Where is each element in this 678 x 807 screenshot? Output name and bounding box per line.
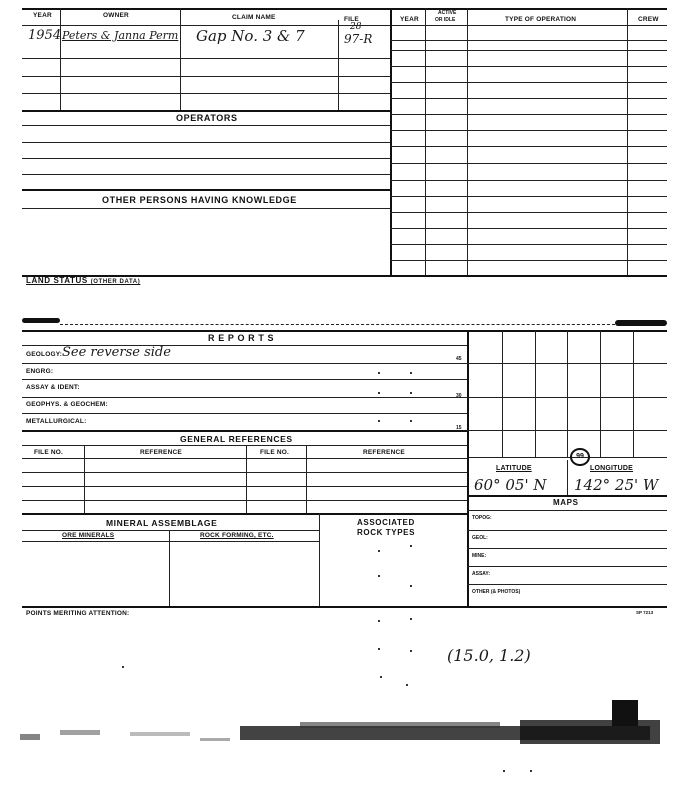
scan-speck <box>410 650 412 652</box>
right-row-line <box>390 212 667 213</box>
scan-speck <box>410 372 412 374</box>
scan-noise-band <box>0 700 678 770</box>
associated-title-2: ROCK TYPES <box>357 528 416 537</box>
maps-rule <box>467 548 667 549</box>
scan-speck <box>378 648 380 650</box>
scan-mark <box>22 318 60 323</box>
geology-label: GEOLOGY: <box>26 351 63 358</box>
maps-assay: ASSAY: <box>472 571 491 577</box>
reports-top-border <box>22 330 667 332</box>
maps-rule <box>467 510 667 511</box>
ref-rule <box>22 458 467 459</box>
operators-title: OPERATORS <box>176 113 238 123</box>
row-line <box>22 142 390 143</box>
header-owner: OWNER <box>103 12 129 19</box>
scan-speck <box>380 676 382 678</box>
mineral-col <box>169 530 170 606</box>
other-persons-title: OTHER PERSONS HAVING KNOWLEDGE <box>102 195 297 205</box>
col-divider-main <box>390 8 392 276</box>
ref-col <box>246 445 247 513</box>
scan-speck <box>503 770 505 772</box>
grid-row <box>467 457 667 458</box>
right-row-line <box>390 66 667 67</box>
latitude-label: LATITUDE <box>496 465 532 472</box>
engrg-label: ENGRG: <box>26 368 54 375</box>
grid-col <box>567 330 568 457</box>
ref-reference-2: REFERENCE <box>363 449 405 456</box>
row-line <box>22 58 390 59</box>
col-divider <box>627 8 628 276</box>
maps-rule <box>467 530 667 531</box>
longitude-value: 142° 25' W <box>574 476 659 494</box>
maps-rule <box>467 566 667 567</box>
col-divider <box>180 8 181 111</box>
row-line <box>22 174 390 175</box>
maps-geol: GEOL: <box>472 535 488 541</box>
mineral-rule <box>22 530 319 531</box>
reports-rule <box>22 379 467 380</box>
num-45: 45 <box>456 356 462 362</box>
right-row-line <box>390 163 667 164</box>
points-title: POINTS MERITING ATTENTION: <box>26 610 130 617</box>
num-30: 30 <box>456 393 462 399</box>
scan-speck <box>122 666 124 668</box>
header-type-of-operation: TYPE OF OPERATION <box>505 16 577 23</box>
grid-col <box>502 330 503 457</box>
header-file: FILE <box>344 16 359 23</box>
right-row-line <box>390 260 667 261</box>
top-border <box>22 8 667 10</box>
maps-rule <box>467 584 667 585</box>
right-row-line <box>390 82 667 83</box>
latitude-value: 60° 05' N <box>474 476 547 494</box>
right-row-line <box>390 114 667 115</box>
maps-mine: MINE: <box>472 553 487 559</box>
mineral-assemblage-title: MINERAL ASSEMBLAGE <box>106 518 218 528</box>
geophys-label: GEOPHYS. & GEOCHEM: <box>26 401 108 408</box>
header-year: YEAR <box>33 12 52 19</box>
reports-rule <box>22 363 467 364</box>
general-references-title: GENERAL REFERENCES <box>180 434 293 444</box>
grid-col <box>600 330 601 457</box>
circle-number: 99 <box>570 448 590 466</box>
grid-col <box>535 330 536 457</box>
bottom-rule <box>22 606 667 608</box>
col-divider <box>467 8 468 276</box>
scan-speck <box>410 545 412 547</box>
latlong-divider <box>567 460 568 496</box>
header-or-idle: OR IDLE <box>435 17 456 23</box>
ref-rule <box>22 500 467 501</box>
ref-col <box>84 445 85 513</box>
entry-file-top: 28 <box>350 22 362 32</box>
col-divider <box>338 20 339 111</box>
row-line <box>22 76 390 77</box>
row-line <box>22 189 390 191</box>
right-row-line <box>390 50 667 51</box>
ref-rule <box>22 445 467 446</box>
grid-row <box>467 363 667 364</box>
coordinate-note: (15.0, 1.2) <box>447 646 531 665</box>
reports-rule <box>22 413 467 414</box>
scan-speck <box>410 420 412 422</box>
ref-file-no-2: FILE NO. <box>260 449 290 456</box>
right-row-line <box>390 98 667 99</box>
header-year-2: YEAR <box>400 16 419 23</box>
right-row-line <box>390 228 667 229</box>
header-active: ACTIVE <box>438 10 457 16</box>
row-line <box>22 208 390 209</box>
form-number: SP 7213 <box>636 610 654 615</box>
grid-row <box>467 430 667 431</box>
num-15: 15 <box>456 425 462 431</box>
reports-rule <box>22 397 467 398</box>
ref-rule <box>22 472 467 473</box>
right-row-line <box>390 180 667 181</box>
right-row-line <box>390 196 667 197</box>
grid-col <box>633 330 634 457</box>
right-row-line <box>390 275 667 277</box>
right-panel-divider <box>467 330 469 606</box>
col-divider <box>60 8 61 111</box>
scan-speck <box>378 372 380 374</box>
assay-label: ASSAY & IDENT: <box>26 384 80 391</box>
land-status-title: LAND STATUS (OTHER DATA) <box>26 276 141 285</box>
metallurgical-label: METALLURGICAL: <box>26 418 87 425</box>
header-rule <box>22 25 667 26</box>
ref-rule <box>22 486 467 487</box>
scan-speck <box>378 575 380 577</box>
reports-rule <box>22 430 467 432</box>
scan-speck <box>378 420 380 422</box>
right-row-line <box>390 130 667 131</box>
entry-claim: Gap No. 3 & 7 <box>196 27 305 45</box>
ref-rule <box>22 513 467 515</box>
col-divider <box>425 8 426 276</box>
right-row-line <box>390 40 667 41</box>
scan-speck <box>378 550 380 552</box>
right-row-line <box>390 146 667 147</box>
entry-file-bottom: 97-R <box>344 32 373 46</box>
scan-speck <box>410 392 412 394</box>
faint-rule <box>60 324 615 325</box>
ref-file-no-1: FILE NO. <box>34 449 64 456</box>
scan-mark <box>615 320 667 326</box>
scan-speck <box>378 620 380 622</box>
longitude-label: LONGITUDE <box>590 465 634 472</box>
maps-other: OTHER (& PHOTOS) <box>472 589 521 595</box>
scan-speck <box>406 684 408 686</box>
header-crew: CREW <box>638 16 659 23</box>
grid-row <box>467 397 667 398</box>
row-line <box>22 93 390 94</box>
row-line <box>22 110 390 112</box>
ref-reference-1: REFERENCE <box>140 449 182 456</box>
scan-speck <box>530 770 532 772</box>
entry-owner: Peters & Janna Perm <box>62 29 179 42</box>
geology-value: See reverse side <box>62 345 171 360</box>
maps-rule <box>467 495 667 497</box>
rock-forming-label: ROCK FORMING, ETC. <box>200 532 274 539</box>
right-row-line <box>390 244 667 245</box>
row-line <box>22 125 390 126</box>
reports-title: R E P O R T S <box>208 333 275 343</box>
row-line <box>22 158 390 159</box>
scan-speck <box>410 585 412 587</box>
header-claim-name: CLAIM NAME <box>232 14 276 21</box>
scan-speck <box>378 392 380 394</box>
scan-speck <box>410 618 412 620</box>
mineral-rule <box>22 541 319 542</box>
ore-minerals-label: ORE MINERALS <box>62 532 115 539</box>
mineral-col <box>319 513 320 606</box>
maps-title: MAPS <box>553 498 579 507</box>
ref-col <box>306 445 307 513</box>
associated-title-1: ASSOCIATED <box>357 518 415 527</box>
entry-year: 1954 <box>28 28 62 43</box>
maps-topog: TOPOG: <box>472 515 492 521</box>
